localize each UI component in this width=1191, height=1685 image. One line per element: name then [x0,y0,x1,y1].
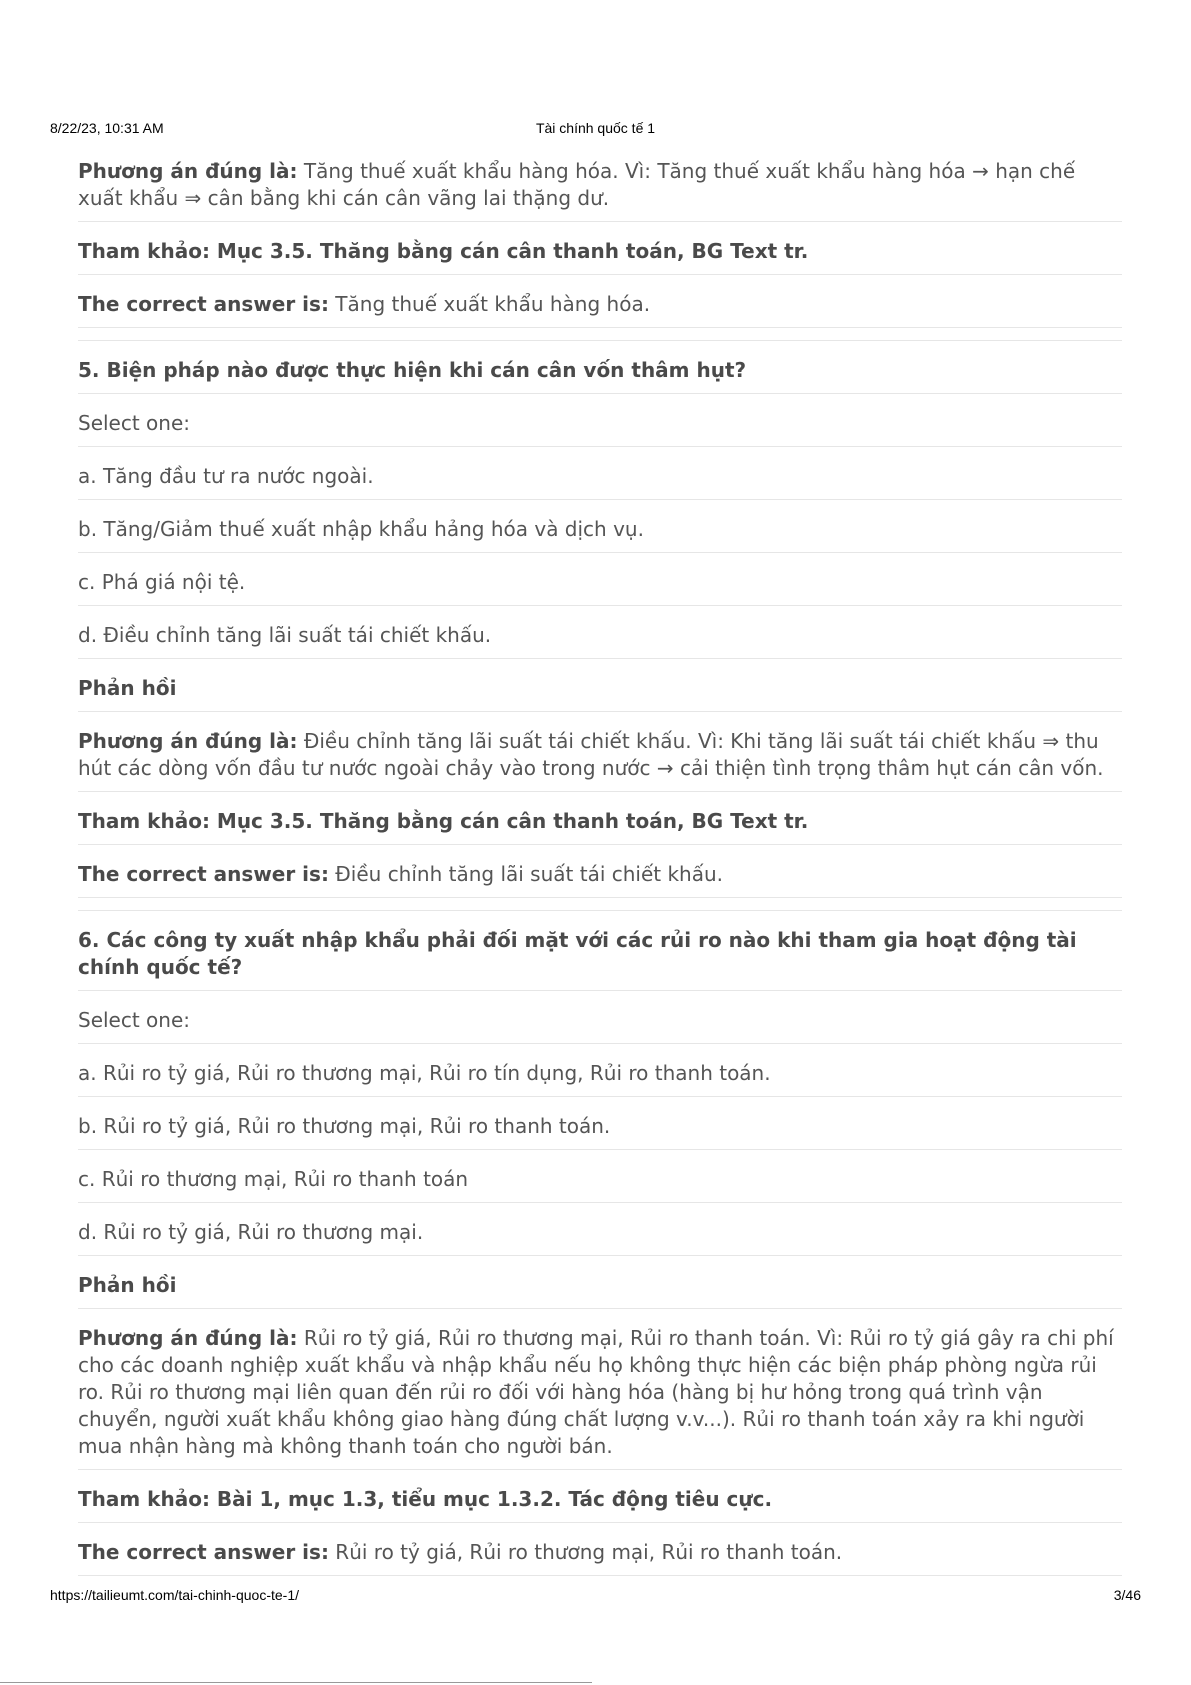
q4-answer-explanation [78,152,1122,222]
q4-correct-answer [78,285,1122,328]
quiz-content [78,152,1122,1576]
source-url[interactable]: https://tailieumt.com/tai-chinh-quoc-te-1/ [50,1587,299,1603]
q5-option-c[interactable]: c. Phá giá nội tệ. [78,563,1122,606]
q6-correct-answer [78,1533,1122,1576]
q6-answer-explanation [78,1319,1122,1470]
section-divider [78,328,1122,341]
correct-label: The correct answer is: [78,862,329,886]
correct-text: Tăng thuế xuất khẩu hàng hóa. [328,292,651,316]
q6-select-label: Select one: [78,1001,1122,1044]
q5-option-a[interactable]: a. Tăng đầu tư ra nước ngoài. [78,457,1122,500]
answer-text: Tăng thuế xuất khẩu hàng hóa. Vì: Tăng thuế xuất khẩu hàng hóa → hạn chế xuất khẩu ⇒ cân bằng khi cán cân vãng lai thặng dư. [78,159,1076,210]
q5-reference: Tham khảo: Mục 3.5. Thăng bằng cán cân thanh toán, BG Text tr. [78,802,1122,845]
page-header [50,120,1141,138]
q5-answer-explanation [78,722,1122,792]
correct-label: The correct answer is: [78,1540,329,1564]
correct-label: The correct answer is: [78,292,329,316]
page-number: 3/46 [1113,1587,1141,1603]
q6-option-b[interactable]: b. Rủi ro tỷ giá, Rủi ro thương mại, Rủi ro thanh toán. [78,1107,1122,1150]
q6-option-a[interactable]: a. Rủi ro tỷ giá, Rủi ro thương mại, Rủi ro tín dụng, Rủi ro thanh toán. [78,1054,1122,1097]
q6-option-d[interactable]: d. Rủi ro tỷ giá, Rủi ro thương mại. [78,1213,1122,1256]
correct-text: Rủi ro tỷ giá, Rủi ro thương mại, Rủi ro thanh toán. [328,1540,843,1564]
document-title: Tài chính quốc tế 1 [535,120,656,136]
q5-option-b[interactable]: b. Tăng/Giảm thuế xuất nhập khẩu hảng hóa và dịch vụ. [78,510,1122,553]
q5-correct-answer [78,855,1122,898]
page-footer [50,1587,1141,1605]
q4-reference: Tham khảo: Mục 3.5. Thăng bằng cán cân thanh toán, BG Text tr. [78,232,1122,275]
q5-feedback-label: Phản hồi [78,669,1122,712]
answer-label: Phương án đúng là: [78,729,298,753]
page-edge-line [0,1682,592,1683]
section-divider [78,898,1122,911]
q5-select-label: Select one: [78,404,1122,447]
answer-text: Rủi ro tỷ giá, Rủi ro thương mại, Rủi ro thanh toán. Vì: Rủi ro tỷ giá gây ra chi phí cho các doanh nghiệp xuất khẩu và nhập khẩu nếu họ không thực hiện các biện pháp phòng ngừa rủi ro. Rủi ro thương mại liên quan đến rủi ro đối với hàng hóa (hàng bị hư hỏng trong quá trình vận chuyển, người xuất khẩu không giao hàng đúng chất lượng v.v...). Rủi ro thanh toán xảy ra khi người mua nhận hàng mà không thanh toán cho người bán. [78,1326,1114,1458]
print-datetime: 8/22/23, 10:31 AM [50,120,164,136]
answer-label: Phương án đúng là: [78,159,298,183]
q6-reference: Tham khảo: Bài 1, mục 1.3, tiểu mục 1.3.2. Tác động tiêu cực. [78,1480,1122,1523]
q5-option-d[interactable]: d. Điều chỉnh tăng lãi suất tái chiết khấu. [78,616,1122,659]
answer-label: Phương án đúng là: [78,1326,298,1350]
q6-question: 6. Các công ty xuất nhập khẩu phải đối mặt với các rủi ro nào khi tham gia hoạt động tài chính quốc tế? [78,921,1122,991]
correct-text: Điều chỉnh tăng lãi suất tái chiết khấu. [328,862,724,886]
q6-feedback-label: Phản hồi [78,1266,1122,1309]
answer-text: Điều chỉnh tăng lãi suất tái chiết khấu. Vì: Khi tăng lãi suất tái chiết khấu ⇒ thu hút các dòng vốn đầu tư nước ngoài chảy vào trong nước → cải thiện tình trọng thâm hụt cán cân vốn. [78,729,1104,780]
q5-question: 5. Biện pháp nào được thực hiện khi cán cân vốn thâm hụt? [78,351,1122,394]
q6-option-c[interactable]: c. Rủi ro thương mại, Rủi ro thanh toán [78,1160,1122,1203]
